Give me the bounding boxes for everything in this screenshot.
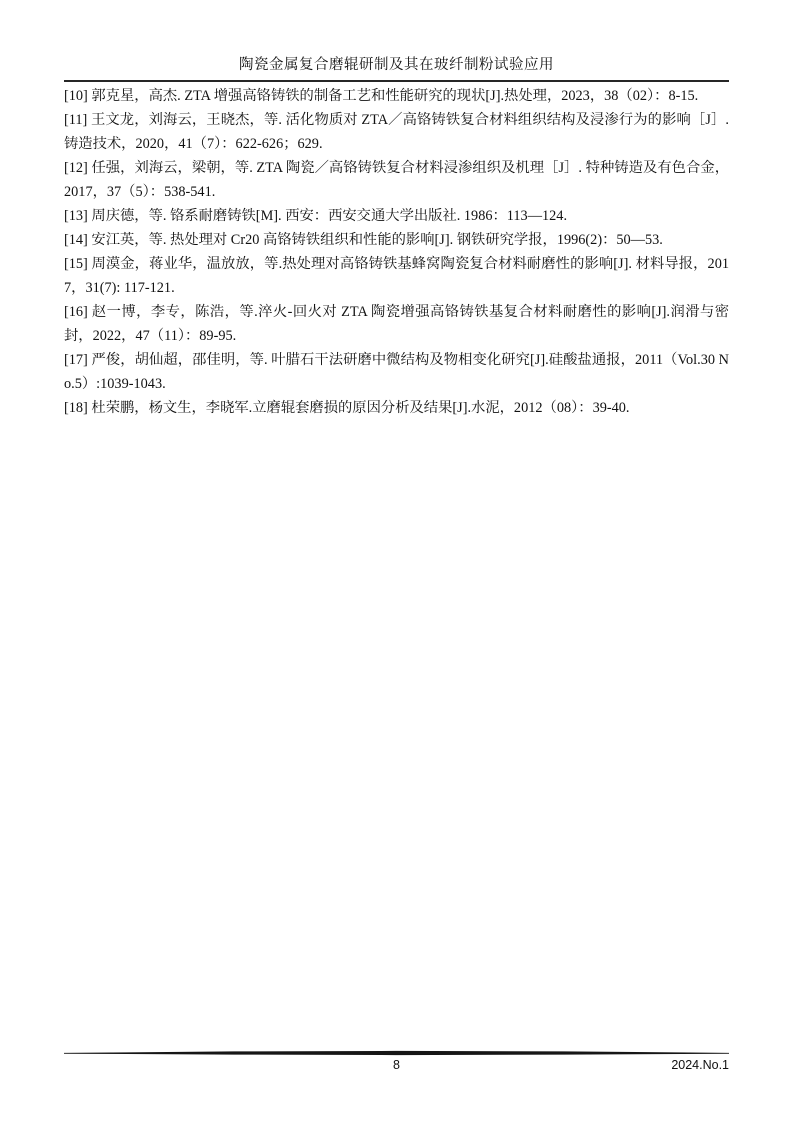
footer bbox=[64, 1050, 729, 1078]
reference-item: [17] 严俊，胡仙超，邵佳明，等. 叶腊石干法研磨中微结构及物相变化研究[J].硅酸盐通报，2011（Vol.30 No.5）:1039-1043. bbox=[64, 352, 729, 392]
issue-number: 2024.No.1 bbox=[671, 1058, 729, 1072]
page-number: 8 bbox=[393, 1058, 400, 1072]
reference-item: [18] 杜荣鹏，杨文生，李晓军.立磨辊套磨损的原因分析及结果[J].水泥，2012（08）：39-40. bbox=[64, 400, 630, 416]
reference-item: [14] 安江英，等. 热处理对 Cr20 高铬铸铁组织和性能的影响[J]. 钢铁研究学报，1996(2)：50—53. bbox=[64, 232, 663, 248]
reference-item: [16] 赵一博，李专，陈浩，等.淬火-回火对 ZTA 陶瓷增强高铬铸铁基复合材料耐磨性的影响[J].润滑与密封，2022，47（11）：89-95. bbox=[64, 304, 729, 344]
references-list bbox=[64, 84, 729, 420]
header-rule bbox=[64, 80, 729, 82]
footer-text-row bbox=[64, 1058, 729, 1078]
footer-rule bbox=[64, 1050, 729, 1057]
reference-item: [13] 周庆德，等. 铬系耐磨铸铁[M]. 西安：西安交通大学出版社. 1986：113—124. bbox=[64, 208, 568, 224]
reference-item: [15] 周漠金，蒋业华，温放放，等.热处理对高铬铸铁基蜂窝陶瓷复合材料耐磨性的影响[J]. 材料导报，2017，31(7): 117-121. bbox=[64, 256, 729, 296]
reference-item: [10] 郭克星，高杰. ZTA 增强高铬铸铁的制备工艺和性能研究的现状[J].热处理，2023，38（02）：8-15. bbox=[64, 88, 699, 104]
reference-item: [11] 王文龙，刘海云，王晓杰，等. 活化物质对 ZTA／高铬铸铁复合材料组织结构及浸渗行为的影响［J］. 铸造技术，2020，41（7）：622-626；629. bbox=[64, 112, 729, 152]
reference-item: [12] 任强，刘海云，梁朝，等. ZTA 陶瓷／高铬铸铁复合材料浸渗组织及机理［J］. 特种铸造及有色合金，2017，37（5）：538-541. bbox=[64, 160, 729, 200]
running-head-title: 陶瓷金属复合磨辊研制及其在玻纤制粉试验应用 bbox=[239, 57, 554, 73]
